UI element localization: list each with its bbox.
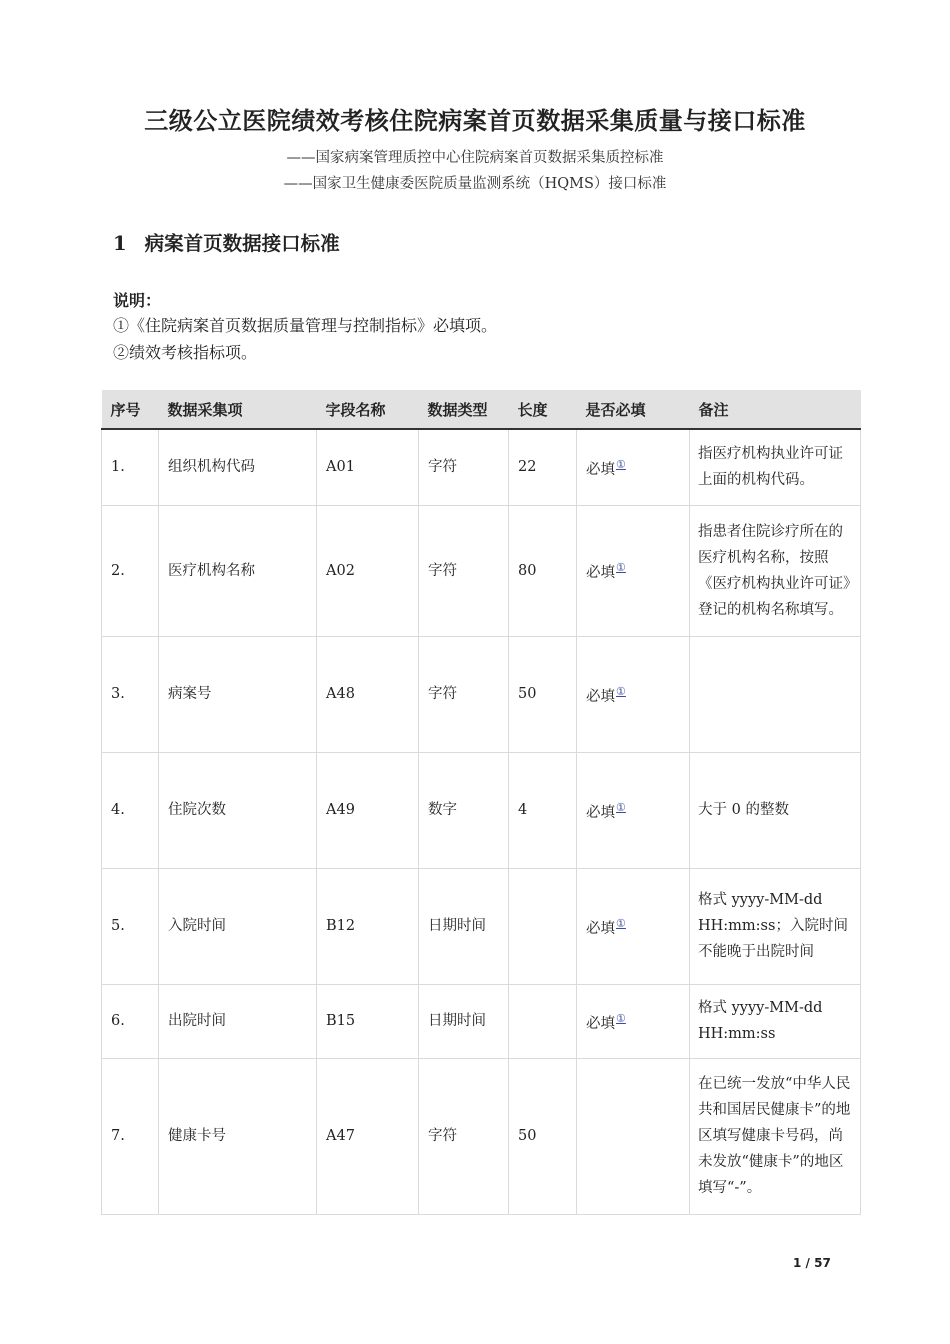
cell-field: A48	[317, 636, 419, 752]
section-title: 病案首页数据接口标准	[144, 232, 340, 255]
cell-remark: 指患者住院诊疗所在的医疗机构名称，按照《医疗机构执业许可证》登记的机构名称填写。	[690, 505, 861, 636]
cell-remark: 格式 yyyy-MM-dd HH:mm:ss	[690, 984, 861, 1058]
cell-type: 日期时间	[419, 868, 509, 984]
table-row	[102, 984, 861, 1058]
cell-remark	[690, 636, 861, 752]
cell-remark: 在已统一发放“中华人民共和国居民健康卡”的地区填写健康卡号码，尚未发放“健康卡”的地区填写“-”。	[690, 1058, 861, 1214]
cell-no: 6.	[102, 984, 159, 1058]
cell-item: 医疗机构名称	[159, 505, 317, 636]
required-text: 必填	[586, 804, 615, 821]
required-text: 必填	[586, 920, 615, 937]
cell-no: 7.	[102, 1058, 159, 1214]
footnote-mark-link[interactable]: ①	[616, 457, 626, 471]
cell-field: A49	[317, 752, 419, 868]
cell-required	[577, 752, 690, 868]
cell-field: B15	[317, 984, 419, 1058]
cell-no: 3.	[102, 636, 159, 752]
cell-required	[577, 868, 690, 984]
table-row	[102, 636, 861, 752]
footnote-mark-link[interactable]: ①	[616, 1011, 626, 1025]
footnote-mark-link[interactable]: ①	[616, 800, 626, 814]
header-type: 数据类型	[419, 390, 509, 429]
cell-type: 数字	[419, 752, 509, 868]
cell-type: 字符	[419, 1058, 509, 1214]
cell-required	[577, 984, 690, 1058]
cell-remark: 指医疗机构执业许可证上面的机构代码。	[690, 429, 861, 505]
cell-item: 住院次数	[159, 752, 317, 868]
page-number: 1 / 57	[793, 1256, 831, 1270]
required-text: 必填	[586, 564, 615, 581]
cell-no: 4.	[102, 752, 159, 868]
cell-field: A01	[317, 429, 419, 505]
cell-item: 健康卡号	[159, 1058, 317, 1214]
table-row	[102, 1058, 861, 1214]
header-no: 序号	[102, 390, 159, 429]
header-required: 是否必填	[577, 390, 690, 429]
cell-type: 字符	[419, 429, 509, 505]
cell-required	[577, 505, 690, 636]
footnote-mark-link[interactable]: ①	[616, 561, 626, 575]
note-line-required: ①《住院病案首页数据质量管理与控制指标》必填项。	[113, 316, 498, 335]
table-row	[102, 429, 861, 505]
cell-length: 50	[509, 636, 577, 752]
footnote-mark-link[interactable]: ①	[616, 916, 626, 930]
cell-length: 50	[509, 1058, 577, 1214]
note-line-performance: ②绩效考核指标项。	[113, 343, 258, 362]
table-row	[102, 752, 861, 868]
cell-item: 组织机构代码	[159, 429, 317, 505]
cell-remark: 大于 0 的整数	[690, 752, 861, 868]
section-number: 1	[113, 232, 127, 255]
required-text: 必填	[586, 688, 615, 705]
cell-item: 入院时间	[159, 868, 317, 984]
required-text: 必填	[586, 1015, 615, 1032]
required-text: 必填	[586, 461, 615, 478]
cell-required	[577, 636, 690, 752]
cell-type: 字符	[419, 505, 509, 636]
cell-no: 1.	[102, 429, 159, 505]
cell-required	[577, 1058, 690, 1214]
cell-length	[509, 984, 577, 1058]
cell-type: 日期时间	[419, 984, 509, 1058]
cell-length	[509, 868, 577, 984]
cell-item: 病案号	[159, 636, 317, 752]
cell-length: 4	[509, 752, 577, 868]
subtitle-hqms-standard: ——国家卫生健康委医院质量监测系统（HQMS）接口标准	[283, 176, 667, 192]
section-heading	[113, 228, 340, 256]
table-row	[102, 868, 861, 984]
notes-label: 说明：	[113, 291, 162, 310]
header-length: 长度	[509, 390, 577, 429]
cell-field: B12	[317, 868, 419, 984]
cell-length: 22	[509, 429, 577, 505]
cell-item: 出院时间	[159, 984, 317, 1058]
cell-no: 2.	[102, 505, 159, 636]
document-title: 三级公立医院绩效考核住院病案首页数据采集质量与接口标准	[144, 106, 806, 135]
cell-no: 5.	[102, 868, 159, 984]
header-item: 数据采集项	[159, 390, 317, 429]
cell-field: A02	[317, 505, 419, 636]
header-remark: 备注	[690, 390, 861, 429]
header-field: 字段名称	[317, 390, 419, 429]
subtitle-qc-standard: ——国家病案管理质控中心住院病案首页数据采集质控标准	[286, 150, 664, 166]
interface-standard-table	[101, 390, 861, 1215]
cell-length: 80	[509, 505, 577, 636]
cell-required	[577, 429, 690, 505]
cell-type: 字符	[419, 636, 509, 752]
cell-remark: 格式 yyyy-MM-dd HH:mm:ss；入院时间不能晚于出院时间	[690, 868, 861, 984]
footnote-mark-link[interactable]: ①	[616, 684, 626, 698]
cell-field: A47	[317, 1058, 419, 1214]
table-row	[102, 505, 861, 636]
table-header-row	[102, 390, 861, 429]
